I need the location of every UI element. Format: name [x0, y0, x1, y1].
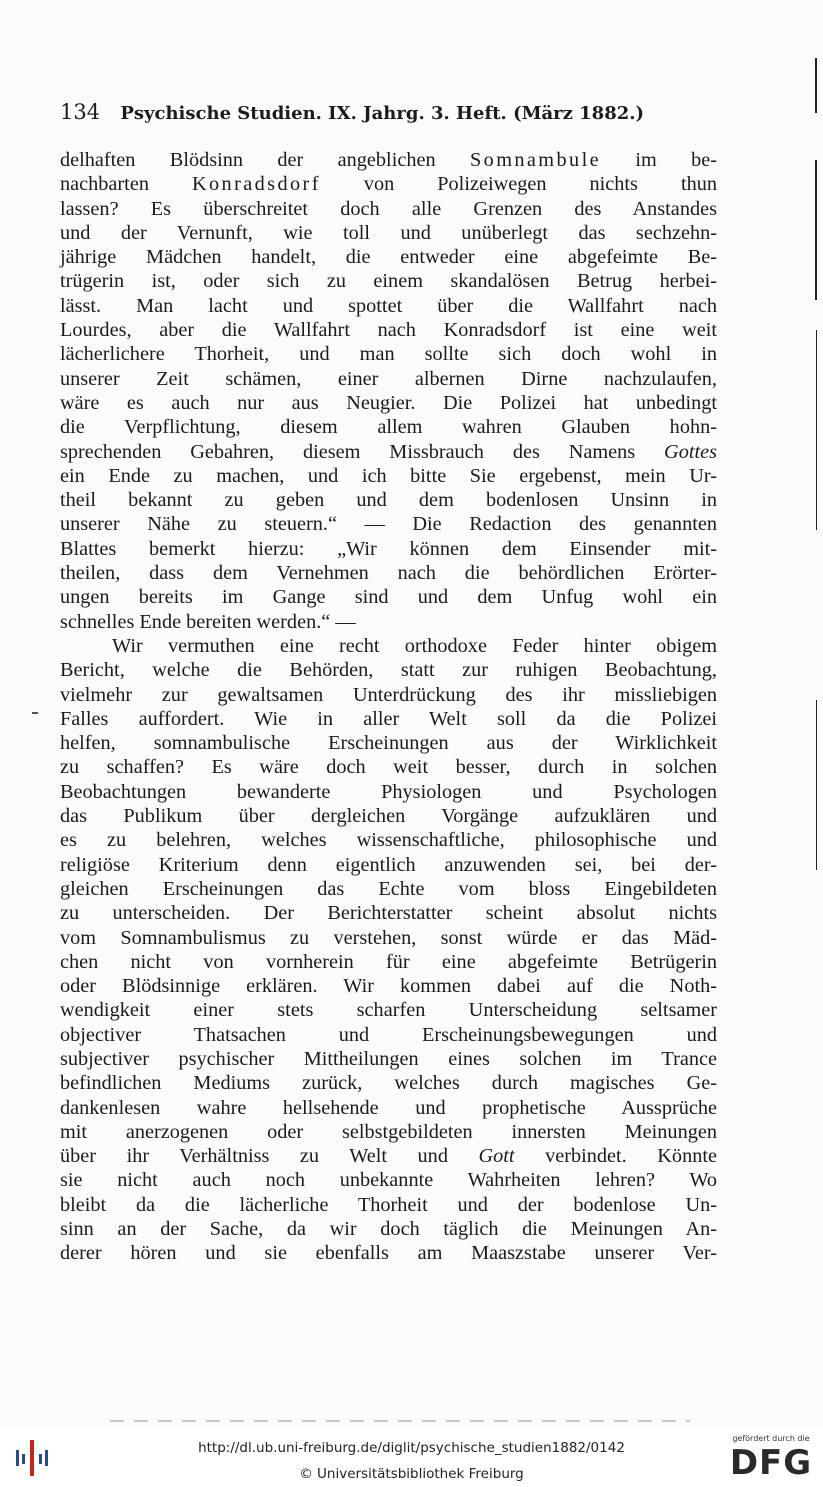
dfg-logo	[726, 1434, 816, 1484]
text-run: wendigkeit einer stets scharfen Unterscheidung seltsamer	[60, 999, 717, 1022]
text-run: religiöse Kriterium denn eigentlich anzuwenden sei, bei der-	[60, 853, 717, 876]
text-run: nachbarten	[60, 173, 192, 196]
text-run: ungen bereits im Gange sind und dem Unfug wohl ein	[60, 586, 717, 609]
text-run: lächerlichere Thorheit, und man sollte sich doch wohl in	[60, 343, 717, 366]
text-run: unserer Zeit schämen, einer albernen Dirne nachzulaufen,	[60, 367, 717, 390]
text-run: schnelles Ende bereiten werden.“ —	[60, 610, 356, 633]
text-run: theil bekannt zu geben und dem bodenlosen Unsinn in	[60, 489, 717, 512]
bleed-through-line	[110, 1416, 690, 1424]
source-url-link[interactable]: http://dl.ub.uni-freiburg.de/diglit/psychische_studien1882/0142	[198, 1440, 625, 1456]
text-run: derer hören und sie ebenfalls am Maaszstabe unserer Ver-	[60, 1242, 717, 1265]
text-run: Blattes bemerkt hierzu: „Wir können dem Einsender mit-	[60, 537, 717, 560]
text-run: oder Blödsinnige erklären. Wir kommen dabei auf die Noth-	[60, 975, 717, 998]
italic-word: Gott	[478, 1145, 515, 1168]
page-number: 134	[60, 100, 101, 124]
text-line	[60, 464, 717, 488]
text-run: vielmehr zur gewaltsamen Unterdrückung des ihr missliebigen	[60, 683, 717, 706]
text-run: unserer Nähe zu steuern.“ — Die Redaction des genannten	[60, 513, 717, 536]
text-run: theilen, dass dem Vernehmen nach die behördlichen Erörter-	[60, 562, 717, 585]
text-line	[60, 1144, 717, 1168]
spaced-word: Konradsdorf	[191, 173, 321, 196]
text-run: chen nicht von vornherein für eine abgefeimte Betrügerin	[60, 950, 717, 973]
text-run: mit anerzogenen oder selbstgebildeten innersten Meinungen	[60, 1120, 717, 1143]
right-edge-line	[816, 700, 817, 870]
text-line	[60, 440, 717, 464]
text-run: wäre es auch nur aus Neugier. Die Polizei hat unbedingt	[60, 391, 717, 414]
text-line	[60, 1193, 717, 1217]
text-line	[60, 391, 717, 415]
text-run: befindlichen Mediums zurück, welches durch magisches Ge-	[60, 1072, 717, 1095]
copyright-notice: © Universitätsbibliothek Freiburg	[299, 1466, 524, 1482]
text-run: sinn an der Sache, da wir doch täglich die Meinungen An-	[60, 1218, 717, 1241]
text-run: Beobachtungen bewanderte Physiologen und Psychologen	[60, 780, 717, 803]
text-line	[60, 1217, 717, 1241]
text-run: vom Somnambulismus zu verstehen, sonst würde er das Mäd-	[60, 926, 717, 949]
margin-mark	[32, 712, 38, 714]
text-line	[60, 877, 717, 901]
text-line	[60, 804, 717, 828]
text-run: und der Vernunft, wie toll und unüberlegt das sechzehn-	[60, 221, 717, 244]
text-run: gleichen Erscheinungen das Echte vom bloss Eingebildeten	[60, 877, 717, 900]
text-line	[60, 658, 717, 682]
text-line	[60, 294, 717, 318]
text-run: zu unterscheiden. Der Berichterstatter scheint absolut nichts	[60, 902, 717, 925]
text-line	[60, 828, 717, 852]
text-run: bleibt da die lächerliche Thorheit und der bodenlose Un-	[60, 1193, 717, 1216]
text-run: von Polizeiwegen nichts thun	[320, 173, 717, 196]
text-line	[60, 221, 717, 245]
text-run: lassen? Es überschreitet doch alle Grenzen des Anstandes	[60, 197, 717, 220]
spaced-word: Somnambule	[469, 149, 601, 171]
text-run: zu schaffen? Es wäre doch weit besser, durch in solchen	[60, 756, 717, 779]
text-line	[60, 561, 717, 585]
text-line	[60, 1168, 717, 1192]
text-line	[60, 367, 717, 391]
text-line	[60, 755, 717, 779]
text-run: es zu belehren, welches wissenschaftliche, philosophische und	[60, 829, 717, 852]
text-line	[60, 1120, 717, 1144]
text-line	[60, 901, 717, 925]
right-edge-line	[815, 58, 817, 113]
text-line	[60, 1023, 717, 1047]
text-line	[60, 197, 717, 221]
text-run: das Publikum über dergleichen Vorgänge aufzuklären und	[60, 805, 717, 828]
text-run: dankenlesen wahre hellsehende und prophetische Aussprüche	[60, 1096, 717, 1119]
text-line	[60, 1096, 717, 1120]
text-line	[60, 1071, 717, 1095]
text-line	[60, 1047, 717, 1071]
text-line	[60, 415, 717, 439]
right-edge-line	[815, 160, 817, 300]
text-line	[60, 245, 717, 269]
text-run: sie nicht auch noch unbekannte Wahrheiten lehren? Wo	[60, 1169, 717, 1192]
text-run: objectiver Thatsachen und Erscheinungsbewegungen und	[60, 1023, 717, 1046]
text-run: verbindet. Könnte	[514, 1145, 717, 1168]
text-line	[60, 610, 717, 634]
text-line	[60, 148, 717, 172]
text-run: über ihr Verhältniss zu Welt und	[60, 1145, 479, 1168]
text-line	[60, 998, 717, 1022]
dfg-tagline: gefördert durch die	[732, 1434, 810, 1443]
italic-word: Gottes	[664, 440, 717, 463]
text-line	[60, 707, 717, 731]
text-line	[60, 537, 717, 561]
body-text	[60, 148, 717, 1266]
text-run: subjectiver psychischer Mittheilungen eines solchen im Trance	[60, 1047, 717, 1070]
text-run: im be-	[601, 149, 717, 171]
text-run: die Verpflichtung, diesem allem wahren Glauben hohn-	[60, 416, 717, 439]
text-run: jährige Mädchen handelt, die entweder eine abgefeimte Be-	[60, 246, 717, 269]
text-run: delhaften Blödsinn der angeblichen	[60, 149, 470, 171]
text-run: Wir vermuthen eine recht orthodoxe Feder hinter obigem	[112, 634, 717, 657]
text-line	[60, 926, 717, 950]
text-line	[60, 780, 717, 804]
dfg-logo-text: DFG	[729, 1443, 813, 1483]
text-run: ein Ende zu machen, und ich bitte Sie ergebenst, mein Ur-	[60, 464, 717, 487]
text-run: lässt. Man lacht und spottet über die Wallfahrt nach	[60, 294, 717, 317]
text-line	[60, 512, 717, 536]
text-run: helfen, somnambulische Erscheinungen aus der Wirklichkeit	[60, 732, 717, 755]
text-run: Bericht, welche die Behörden, statt zur ruhigen Beobachtung,	[60, 659, 717, 682]
text-line	[60, 634, 717, 658]
text-line	[60, 488, 717, 512]
right-edge-line	[816, 330, 817, 530]
text-run: Falles auffordert. Wie in aller Welt soll da die Polizei	[60, 707, 717, 730]
text-run: sprechenden Gebahren, diesem Missbrauch des Namens	[60, 440, 665, 463]
running-header	[60, 100, 720, 124]
text-line	[60, 269, 717, 293]
text-line	[60, 731, 717, 755]
text-line	[60, 950, 717, 974]
text-line	[60, 585, 717, 609]
running-title: Psychische Studien. IX. Jahrg. 3. Heft. (März 1882.)	[120, 103, 645, 124]
text-line	[60, 683, 717, 707]
text-line	[60, 1241, 717, 1265]
text-line	[60, 342, 717, 366]
text-run: trügerin ist, oder sich zu einem skandalösen Betrug herbei-	[60, 270, 717, 293]
text-line	[60, 172, 717, 196]
text-line	[60, 974, 717, 998]
text-run: Lourdes, aber die Wallfahrt nach Konradsdorf ist eine weit	[60, 319, 717, 342]
viewer-footer	[0, 1428, 823, 1487]
text-line	[60, 853, 717, 877]
text-line	[60, 318, 717, 342]
